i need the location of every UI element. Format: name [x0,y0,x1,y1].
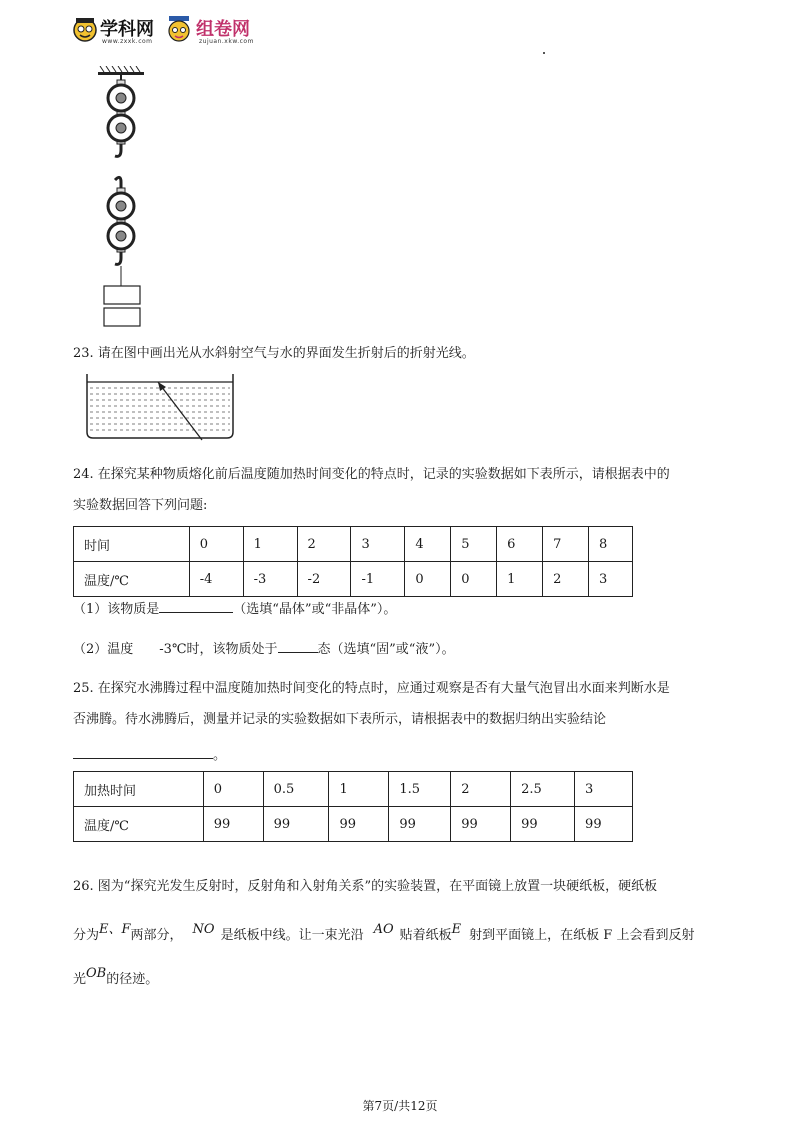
table-cell: 0 [451,562,497,597]
q24-line1: 24. 在探究某种物质熔化前后温度随加热时间变化的特点时，记录的实验数据如下表所示，请根据表中的 [73,467,670,482]
table-cell: 0 [189,527,243,562]
math-ao: AO [373,922,394,937]
table-cell: -4 [189,562,243,597]
q25-line3-post: 。 [213,748,227,763]
table-cell: 3 [575,772,633,807]
q26-text: 贴着纸板 [399,928,452,943]
water-container-diagram [84,372,236,442]
q24-line2: 实验数据回答下列问题: [73,498,208,513]
math-no: NO [192,922,215,937]
q24-sub2-post: 态（选填“固”或“液”）。 [317,642,455,657]
table-cell: 5 [451,527,497,562]
answer-blank [159,598,233,613]
q26-text: 射到平面镜上，在纸板 F 上会看到反射 [469,928,695,943]
q25-line2: 否沸腾。待水沸腾后，测量并记录的实验数据如下表所示，请根据表中的数据归纳出实验结论 [73,712,607,727]
table-cell: -2 [297,562,351,597]
table-cell: 温度/℃ [74,562,190,597]
q24-sub2 [73,638,455,660]
table-cell: 0 [203,772,263,807]
header-logos [72,14,272,46]
table-cell: 1 [243,527,297,562]
table-cell: 0.5 [263,772,329,807]
table-row [74,807,633,842]
answer-blank [278,638,318,653]
q26-text: 分为 [73,928,100,943]
table-cell: 2 [543,562,589,597]
q26-text: 的径迹。 [106,972,159,987]
table-cell: 2.5 [511,772,575,807]
table-cell: 4 [405,527,451,562]
table-cell: 时间 [74,527,190,562]
table-cell: 99 [329,807,389,842]
pulley-diagram [90,66,160,336]
q24-table [73,526,633,597]
q26-line3 [73,966,159,990]
stray-dot [543,52,545,54]
table-row [74,772,633,807]
math-e: E [451,922,462,937]
logo2-sub: zujuan.xkw.com [199,38,254,45]
table-cell: 99 [511,807,575,842]
table-cell: 1 [497,562,543,597]
table-cell: 1.5 [389,772,451,807]
q26-text: 两部分， [130,928,183,943]
q24-sub2-pre: （2）温度 [73,642,134,657]
table-cell: 99 [575,807,633,842]
logo1-text: 学科网 [100,19,154,40]
answer-blank [73,744,213,759]
table-cell: 2 [297,527,351,562]
table-cell: 6 [497,527,543,562]
table-cell: 加热时间 [74,772,204,807]
q23-text: 23. 请在图中画出光从水斜射空气与水的界面发生折射后的折射光线。 [73,346,475,361]
math-ob: OB [86,966,107,981]
q25-line3 [73,744,226,766]
q26-text: 是纸板中线。让一束光沿 [220,928,364,943]
table-cell: 7 [543,527,589,562]
q24-sub1-post: （选填“晶体”或“非晶体”）。 [233,602,397,617]
logo-face-icon [72,16,98,42]
logo2-text: 组卷网 [196,19,250,40]
table-cell: 3 [588,562,632,597]
table-cell: 2 [451,772,511,807]
table-cell: 8 [588,527,632,562]
table-row [74,562,633,597]
table-cell: 99 [203,807,263,842]
q24-sub1 [73,598,396,620]
logo-mascot-icon [166,14,194,44]
q24-sub1-pre: （1）该物质是 [73,602,160,617]
table-cell: 99 [389,807,451,842]
table-cell: 0 [405,562,451,597]
table-cell: -3 [243,562,297,597]
q24-sub2-mid: -3℃时，该物质处于 [159,642,278,657]
q25-table [73,771,633,842]
q26-text: 光 [73,972,87,987]
table-cell: 3 [351,527,405,562]
table-cell: 99 [263,807,329,842]
q26-line1: 26. 图为“探究光发生反射时，反射角和入射角关系”的实验装置，在平面镜上放置一块硬纸板，硬纸板 [73,879,658,894]
math-e-f: E、F [99,922,131,937]
table-cell: 温度/℃ [74,807,204,842]
table-row [74,527,633,562]
q26-line2 [73,922,695,946]
table-cell: 1 [329,772,389,807]
table-cell: 99 [451,807,511,842]
q25-line1: 25. 在探究水沸腾过程中温度随加热时间变化的特点时，应通过观察是否有大量气泡冒出水面来判断水是 [73,681,670,696]
logo1-sub: www.zxxk.com [102,38,153,45]
page-number: 第7页/共12页 [362,1099,438,1113]
table-cell: -1 [351,562,405,597]
